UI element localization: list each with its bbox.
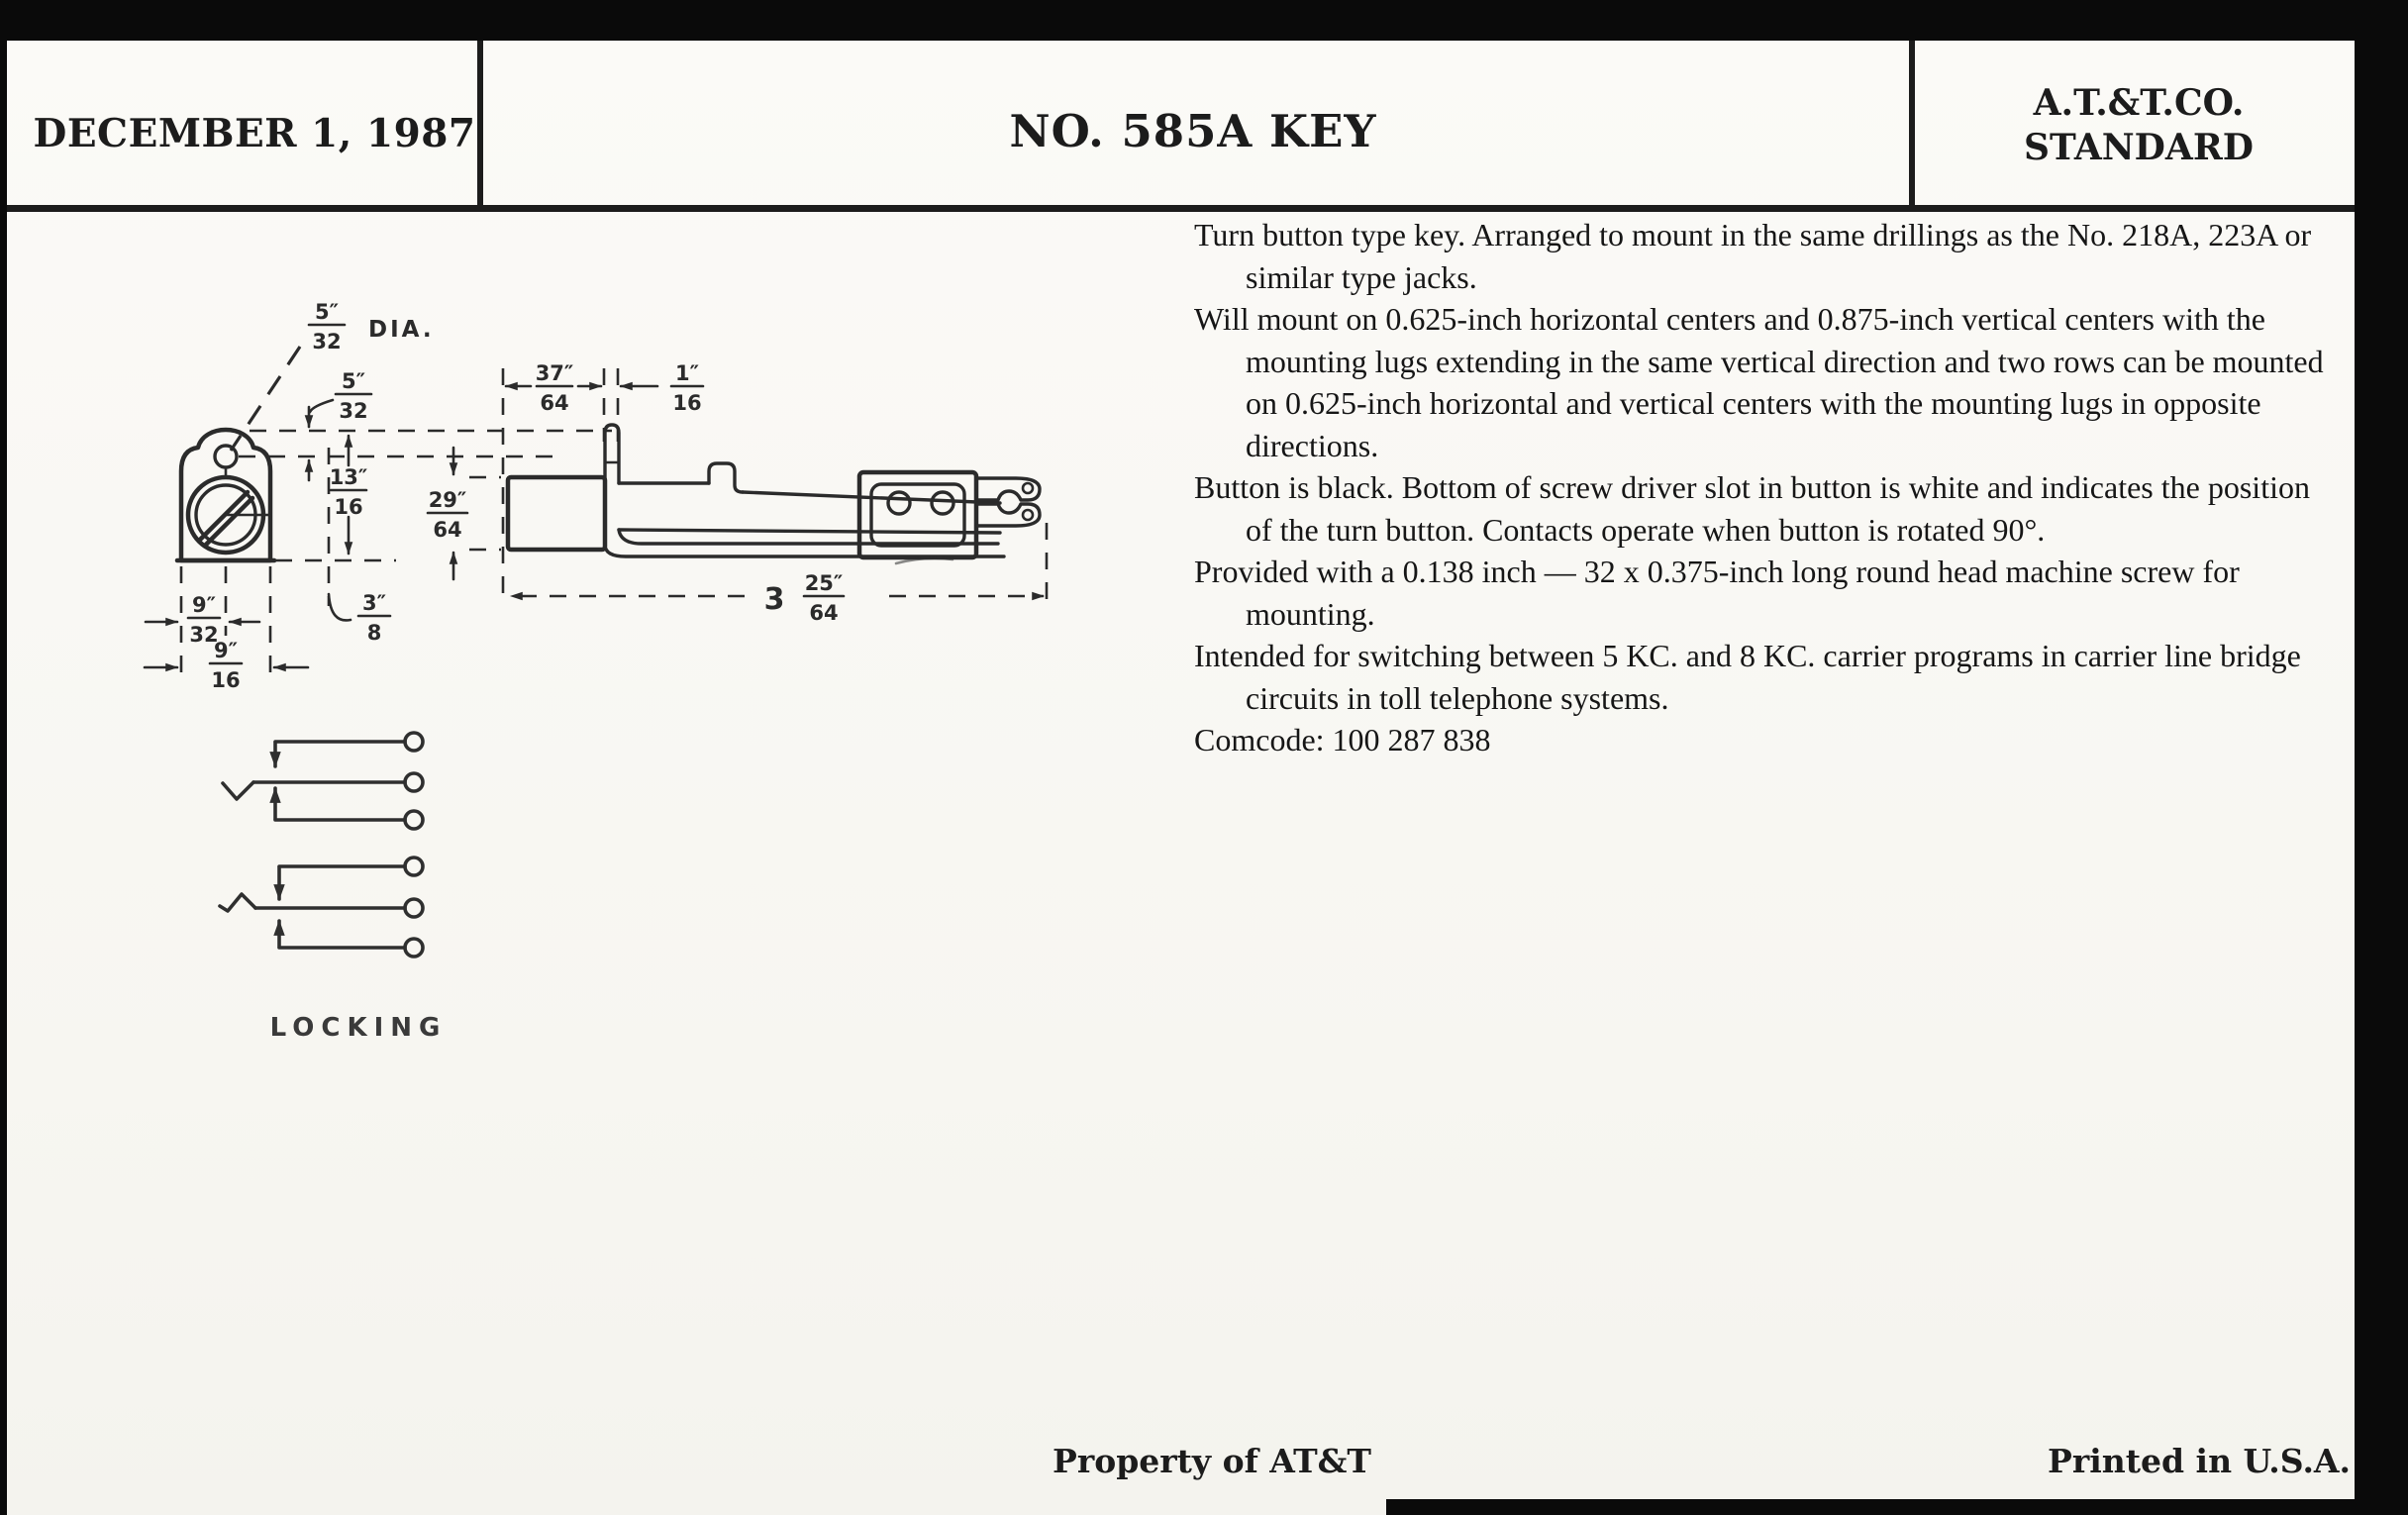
locking-label: LOCKING <box>269 1013 448 1043</box>
property-notice: Property of AT&T <box>1053 1442 1371 1480</box>
printed-notice: Printed in U.S.A. <box>2048 1442 2352 1480</box>
dim-1-16-numerator: 1″ <box>675 361 699 385</box>
dim-hole-dia-denominator: 32 <box>312 330 342 354</box>
page-title: NO. 585A KEY <box>1009 105 1377 157</box>
front-view-drawing <box>145 300 612 692</box>
terminal-fork-lower <box>976 504 1040 526</box>
spec-paragraph: Intended for switching between 5 KC. and 8 KC. carrier programs in carrier line bridge circuits in toll telephone systems. <box>1194 638 2301 716</box>
terminal-icon <box>405 939 423 957</box>
spec-paragraph: Provided with a 0.138 inch — 32 x 0.375-inch long round head machine screw for mounting. <box>1194 554 2240 632</box>
dim-3-8-numerator: 3″ <box>362 591 386 615</box>
dim-37-64-numerator: 37″ <box>535 361 574 385</box>
header-divider-right <box>1909 41 1915 206</box>
dim-29-64-numerator: 29″ <box>428 488 467 512</box>
dim-13-16-numerator: 13″ <box>329 465 368 489</box>
terminal-icon <box>405 773 423 791</box>
spec-paragraph: Turn button type key. Arranged to mount in the same drillings as the No. 218A, 223A or similar type jacks. <box>1194 217 2312 295</box>
dim-9-16-numerator: 9″ <box>214 639 238 662</box>
dim-hole-offset-numerator: 5″ <box>342 369 365 393</box>
terminal-icon <box>405 899 423 917</box>
dim-3-8-denominator: 8 <box>366 621 382 645</box>
spec-paragraph: Comcode: 100 287 838 <box>1194 722 1491 758</box>
dim-overall-numerator: 25″ <box>804 571 844 595</box>
actuator-symbol <box>223 782 253 799</box>
dim-hole-dia-numerator: 5″ <box>315 300 339 324</box>
dim-9-16-denominator: 16 <box>211 668 241 692</box>
dia-label: DIA. <box>368 317 435 343</box>
header-divider-left <box>477 41 483 211</box>
spec-paragraph: Will mount on 0.625-inch horizontal centers and 0.875-inch vertical centers with the mounting lugs extending in the same vertical direction and two rows can be mounted on 0.625-inch horizontal and vertical centers with the mounting lugs in opposite directions. <box>1194 301 2324 463</box>
dim-overall-denominator: 64 <box>809 601 839 625</box>
dim-9-32-denominator: 32 <box>189 623 219 647</box>
terminal-icon <box>405 811 423 829</box>
dim-13-16-denominator: 16 <box>334 495 363 519</box>
spring-tab <box>709 463 743 492</box>
dim-1-16-denominator: 16 <box>672 391 702 415</box>
standard-label: STANDARD <box>2024 127 2254 168</box>
dim-overall-whole: 3 <box>763 582 785 617</box>
block-hole <box>888 492 910 514</box>
dim-hole-offset-denominator: 32 <box>339 399 368 423</box>
dim-37-64-denominator: 64 <box>540 391 569 415</box>
scan-border-bottom <box>1386 1499 2408 1515</box>
org-standard-label <box>1965 81 2312 170</box>
issue-date: DECEMBER 1, 1987 <box>33 111 476 156</box>
actuator-symbol <box>220 894 255 911</box>
terminal-icon <box>405 858 423 875</box>
block-hole <box>932 492 953 514</box>
terminal-fork-upper <box>976 478 1040 500</box>
terminal-icon <box>405 733 423 751</box>
org-name: A.T.&T.CO. <box>2033 82 2245 124</box>
spec-description <box>1194 214 2335 761</box>
dim-29-64-denominator: 64 <box>433 518 462 542</box>
technical-drawing <box>99 287 1109 1069</box>
contact-schematic <box>220 733 447 1043</box>
side-view-drawing <box>428 361 1047 625</box>
dim-9-32-numerator: 9″ <box>192 593 216 617</box>
header-rule <box>7 205 2355 212</box>
spec-paragraph: Button is black. Bottom of screw driver slot in button is white and indicates the position of the turn button. Contacts operate when button is rotated 90°. <box>1194 469 2310 548</box>
key-body-cylinder <box>508 477 605 550</box>
